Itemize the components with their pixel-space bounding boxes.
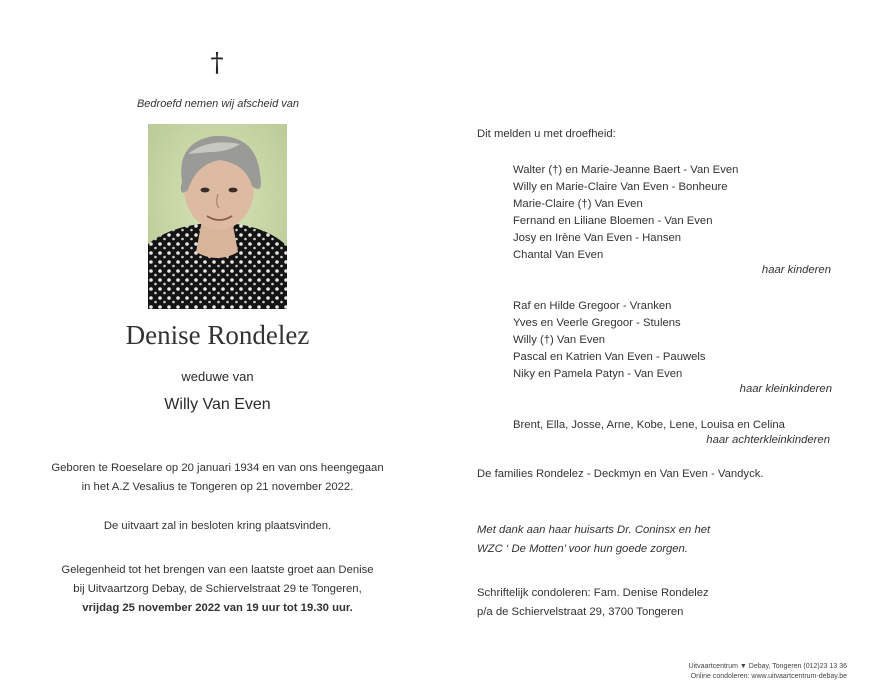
- list-item: Pascal en Katrien Van Even - Pauwels: [513, 351, 706, 363]
- birth-line-2: in het A.Z Vesalius te Tongeren op 21 november 2022.: [81, 481, 354, 493]
- funeral-home-footer: [689, 662, 847, 682]
- children-label: haar kinderen: [761, 264, 831, 276]
- great-grandchildren-label: haar achterkleinkinderen: [706, 434, 830, 446]
- greeting-line-3: vrijdag 25 november 2022 van 19 uur tot 19.30 uur.: [82, 602, 353, 614]
- birth-line-1: Geboren te Roeselare op 20 januari 1934 en van ons heengegaan: [51, 462, 384, 474]
- list-item: Chantal Van Even: [513, 249, 604, 261]
- husband-name: Willy Van Even: [164, 396, 271, 413]
- grandchildren-list: [513, 298, 706, 383]
- families-text: De families Rondelez - Deckmyn en Van Even - Vandyck.: [477, 468, 764, 480]
- thanks-line-2: WZC ‘ De Motten’ voor hun goede zorgen.: [477, 543, 688, 555]
- birth-text: [30, 459, 405, 497]
- announcement: Dit melden u met droefheid:: [477, 128, 616, 140]
- list-item: Niky en Pamela Patyn - Van Even: [513, 368, 683, 380]
- portrait-photo: [148, 124, 287, 309]
- list-item: Marie-Claire (†) Van Even: [513, 198, 643, 210]
- children-list: [513, 162, 738, 264]
- list-item: Yves en Veerle Gregoor - Stulens: [513, 317, 681, 329]
- condolence-text: [477, 584, 709, 622]
- list-item: Walter (†) en Marie-Jeanne Baert - Van Even: [513, 164, 739, 176]
- greeting-line-2: bij Uitvaartzorg Debay, de Schiervelstraat 29 te Tongeren,: [73, 583, 362, 595]
- thanks-line-1: Met dank aan haar huisarts Dr. Coninsx en het: [477, 524, 711, 536]
- grandchildren-label: haar kleinkinderen: [739, 383, 832, 395]
- great-grandchildren-list: Brent, Ella, Josse, Arne, Kobe, Lene, Louisa en Celina: [513, 419, 785, 431]
- list-item: Willy en Marie-Claire Van Even - Bonheure: [513, 181, 728, 193]
- condolence-line-1: Schriftelijk condoleren: Fam. Denise Rondelez: [477, 587, 709, 599]
- list-item: Fernand en Liliane Bloemen - Van Even: [513, 215, 713, 227]
- cross-icon: †: [210, 48, 224, 78]
- widow-label: weduwe van: [181, 369, 254, 384]
- intro-text: Bedroefd nemen wij afscheid van: [136, 98, 300, 110]
- list-item: Josy en Irène Van Even - Hansen: [513, 232, 682, 244]
- thanks-text: [477, 521, 710, 559]
- list-item: Willy (†) Van Even: [513, 334, 606, 346]
- portrait-image: [148, 124, 287, 309]
- funeral-text: De uitvaart zal in besloten kring plaatsvinden.: [103, 520, 332, 532]
- greeting-line-1: Gelegenheid tot het brengen van een laatste groet aan Denise: [61, 564, 374, 576]
- footer-line-2: Online condoleren: www.uitvaartcentrum-debay.be: [690, 673, 847, 680]
- list-item: Raf en Hilde Gregoor - Vranken: [513, 300, 672, 312]
- footer-line-1: Uitvaartcentrum ▼ Debay, Tongeren (012)23 13 36: [688, 663, 847, 670]
- greeting-text: [30, 561, 405, 618]
- deceased-name: Denise Rondelez: [125, 320, 310, 350]
- condolence-line-2: p/a de Schiervelstraat 29, 3700 Tongeren: [477, 606, 684, 618]
